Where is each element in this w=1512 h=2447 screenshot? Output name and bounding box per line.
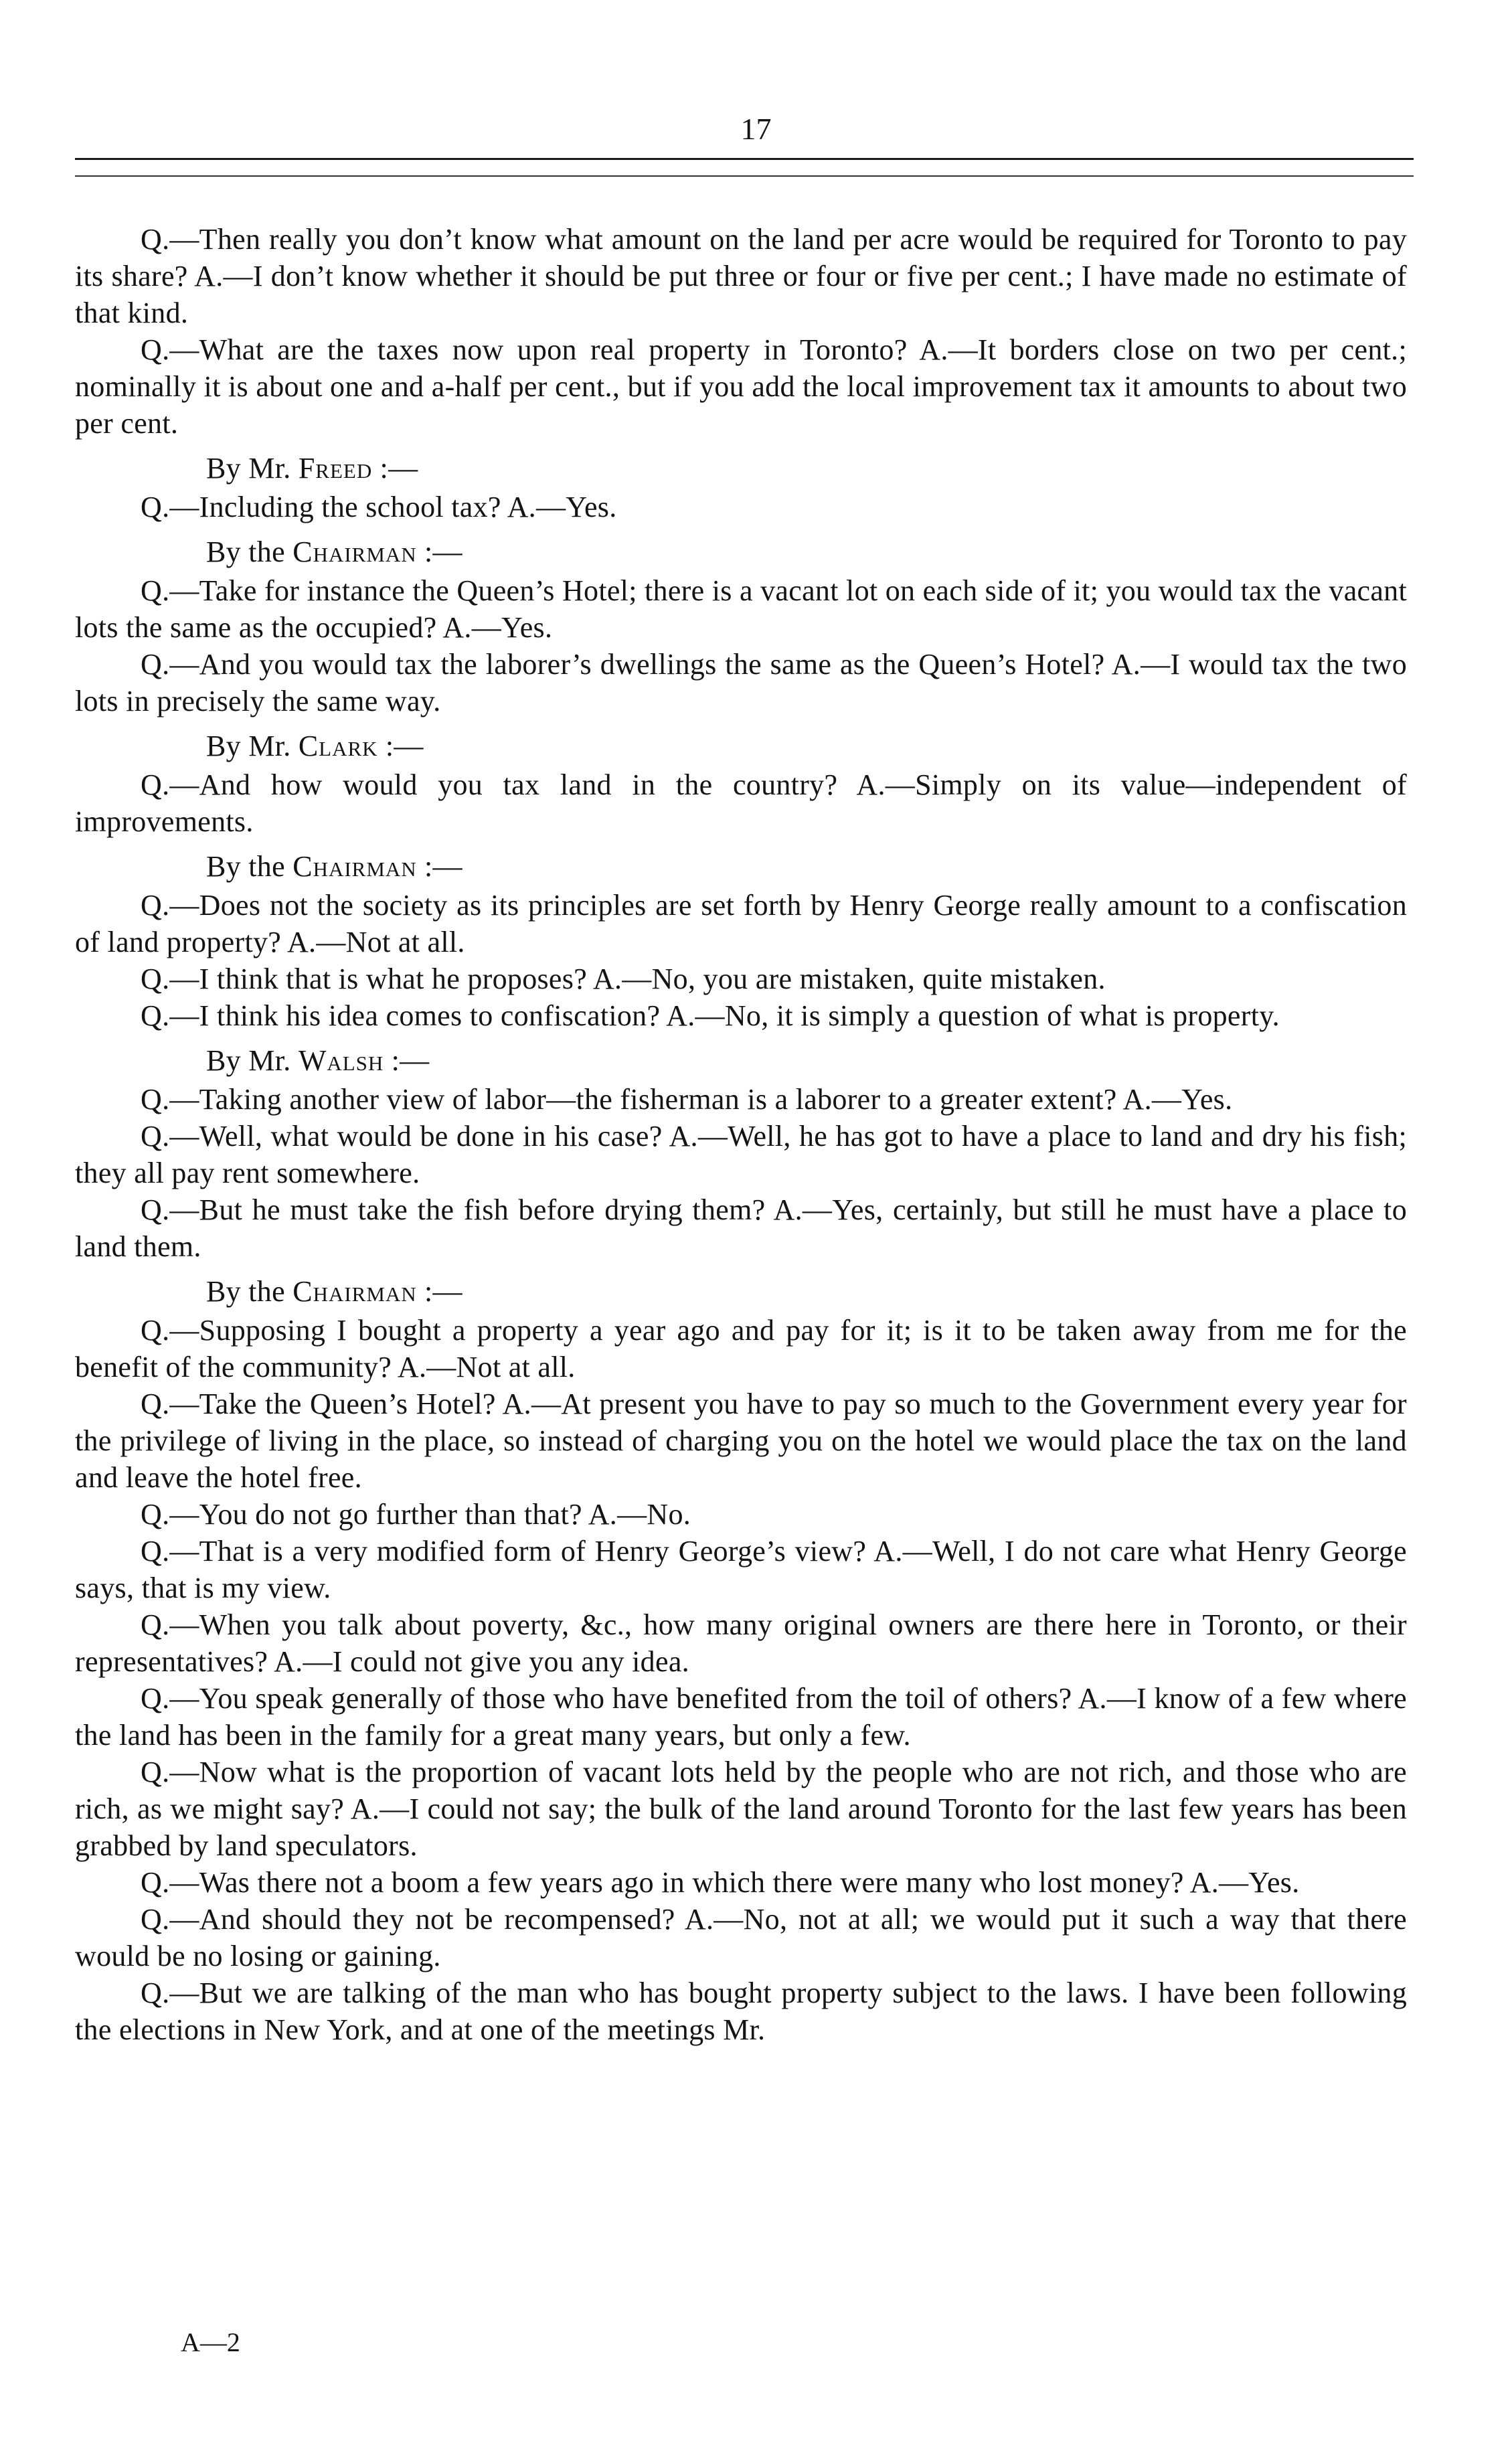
speaker-suffix: :— <box>385 730 424 762</box>
speaker-heading <box>75 847 1407 887</box>
header-rule-secondary <box>75 175 1414 177</box>
qa-paragraph: Q.—You do not go further than that? A.—No. <box>141 1498 691 1531</box>
speaker-name: Chairman <box>292 850 417 883</box>
speaker-heading <box>75 1272 1407 1312</box>
header-rule <box>75 158 1414 160</box>
speaker-prefix: By the <box>206 1275 285 1308</box>
speaker-prefix: By Mr. <box>206 452 291 485</box>
speaker-name: Clark <box>298 730 378 762</box>
signature-mark: A—2 <box>181 2327 240 2357</box>
qa-paragraph: Q.—Now what is the proportion of vacant lots held by the people who are not rich, and those who are rich, as we might say? A.—I could not say; the bulk of the land around Toronto for the last few years has been grabbed by land speculators. <box>75 1756 1407 1862</box>
qa-paragraph: Q.—Take for instance the Queen’s Hotel; there is a vacant lot on each side of it; you would tax the vacant lots the same as the occupied? A.—Yes. <box>75 574 1408 644</box>
qa-paragraph: Q.—I think his idea comes to confiscation? A.—No, it is simply a question of what is property. <box>141 999 1280 1032</box>
qa-paragraph: Q.—Take the Queen’s Hotel? A.—At present you have to pay so much to the Government every year for the privilege of living in the place, so instead of charging you on the hotel we would place the tax on the land and leave the hotel free. <box>75 1387 1407 1494</box>
qa-paragraph: Q.—Including the school tax? A.—Yes. <box>141 491 617 523</box>
qa-paragraph: Q.—You speak generally of those who have benefited from the toil of others? A.—I know of a few where the land has been in the family for a great many years, but only a few. <box>75 1682 1407 1752</box>
speaker-suffix: :— <box>424 1275 463 1308</box>
speaker-name: Walsh <box>298 1044 384 1077</box>
speaker-heading <box>75 726 1407 766</box>
speaker-heading <box>75 532 1407 572</box>
testimony-body <box>75 221 1407 2048</box>
qa-paragraph: Q.—Well, what would be done in his case? A.—Well, he has got to have a place to land and dry his fish; they all pay rent somewhere. <box>75 1120 1407 1189</box>
qa-paragraph: Q.—Supposing I bought a property a year ago and pay for it; is it to be taken away from me for the benefit of the community? A.—Not at all. <box>75 1314 1407 1383</box>
qa-paragraph: Q.—And should they not be recompensed? A.—No, not at all; we would put it such a way that there would be no losing or gaining. <box>75 1903 1407 1972</box>
speaker-heading <box>75 1041 1407 1081</box>
speaker-prefix: By the <box>206 535 285 568</box>
speaker-suffix: :— <box>424 850 463 883</box>
qa-paragraph: Q.—When you talk about poverty, &c., how many original owners are there here in Toronto, or their representatives? A.—I could not give you any idea. <box>75 1608 1407 1678</box>
qa-paragraph: Q.—I think that is what he proposes? A.—No, you are mistaken, quite mistaken. <box>141 962 1106 995</box>
qa-paragraph: Q.—But he must take the fish before drying them? A.—Yes, certainly, but still he must have a place to land them. <box>75 1193 1407 1263</box>
speaker-prefix: By the <box>206 850 285 883</box>
qa-paragraph: Q.—Then really you don’t know what amount on the land per acre would be required for Toronto to pay its share? A.—I don’t know whether it should be put three or four or five per cent.; I have made no estimate of that kind. <box>75 223 1407 329</box>
speaker-name: Freed <box>298 452 373 485</box>
qa-paragraph: Q.—But we are talking of the man who has bought property subject to the laws. I have been following the elections in New York, and at one of the meetings Mr. <box>75 1976 1407 2046</box>
qa-paragraph: Q.—Taking another view of labor—the fisherman is a laborer to a greater extent? A.—Yes. <box>141 1083 1233 1116</box>
speaker-prefix: By Mr. <box>206 730 291 762</box>
speaker-suffix: :— <box>391 1044 430 1077</box>
qa-paragraph: Q.—Was there not a boom a few years ago in which there were many who lost money? A.—Yes. <box>141 1866 1300 1899</box>
qa-paragraph: Q.—And you would tax the laborer’s dwellings the same as the Queen’s Hotel? A.—I would tax the two lots in precisely the same way. <box>75 648 1407 718</box>
page-number: 17 <box>740 112 772 146</box>
qa-paragraph: Q.—What are the taxes now upon real property in Toronto? A.—It borders close on two per cent.; nominally it is about one and a-half per cent., but if you add the local improvement tax it amounts to about two per cent. <box>75 333 1407 440</box>
speaker-suffix: :— <box>380 452 418 485</box>
speaker-prefix: By Mr. <box>206 1044 291 1077</box>
qa-paragraph: Q.—That is a very modified form of Henry George’s view? A.—Well, I do not care what Henry George says, that is my view. <box>75 1535 1407 1604</box>
speaker-name: Chairman <box>292 535 417 568</box>
qa-paragraph: Q.—And how would you tax land in the country? A.—Simply on its value—independent of improvements. <box>75 768 1407 838</box>
speaker-name: Chairman <box>292 1275 417 1308</box>
speaker-heading <box>75 448 1407 489</box>
speaker-suffix: :— <box>424 535 463 568</box>
qa-paragraph: Q.—Does not the society as its principles are set forth by Henry George really amount to a confiscation of land property? A.—Not at all. <box>75 889 1407 958</box>
